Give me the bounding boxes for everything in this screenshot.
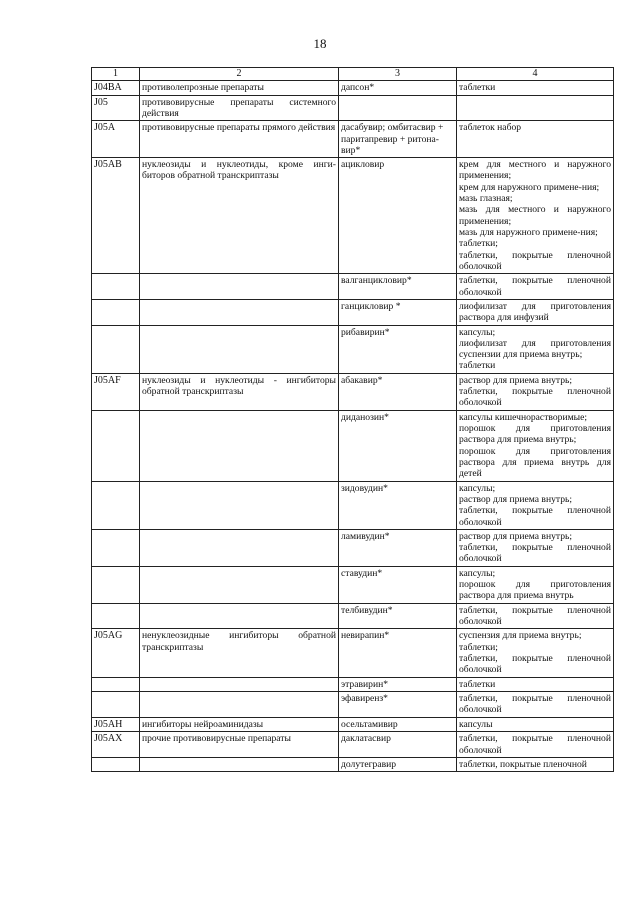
atc-code-cell [92,410,140,481]
table-row [92,80,614,95]
pharmacological-group-cell: ненуклеозидные ингибиторы обратной транскриптазы [140,629,339,677]
pharmacological-group-cell [140,529,339,566]
dosage-form-cell [457,717,614,732]
table-row [92,529,614,566]
dosage-form-item: таблетки, покрытые пленочной [459,758,587,770]
dosage-form-cell [457,732,614,758]
pharmacological-group-cell [140,691,339,717]
dosage-form-item: капсулы; [459,326,496,338]
table-row [92,158,614,274]
atc-code-cell: J05AH [92,717,140,732]
dosage-form-item: таблетки [459,360,496,372]
drug-name-cell: даклатасвир [339,732,457,758]
column-header: 3 [339,68,457,81]
dosage-form-cell [457,529,614,566]
dosage-form-item: лиофилизат для приготовления раствора для инфузий [459,300,611,324]
pharmacological-group-cell [140,481,339,529]
atc-code-cell [92,529,140,566]
drug-name-cell: ставудин* [339,566,457,603]
dosage-form-item: крем для местного и наружного применения; [459,159,611,182]
dosage-form-item: таблетки, покрытые пленочной оболочкой [459,542,611,565]
table-row [92,566,614,603]
pharmacological-group-cell [140,410,339,481]
dosage-form-item: мазь для наружного примене-ния; [459,227,598,239]
atc-code-cell [92,299,140,325]
table-row [92,757,614,771]
dosage-form-cell [457,299,614,325]
pharmacological-group-cell [140,325,339,373]
dosage-form-item: таблетки, покрытые пленочной оболочкой [459,249,611,272]
dosage-form-cell [457,373,614,410]
dosage-form-item: таблетки, покрытые пленочной оболочкой [459,386,611,409]
table-row [92,410,614,481]
dosage-form-item: мазь для местного и наружного применения; [459,204,611,227]
dosage-form-item: лиофилизат для приготовления суспензии для приема внутрь; [459,337,611,361]
pharmacological-group-cell: нуклеозиды и нуклеотиды - ингибиторы обратной транскриптазы [140,373,339,410]
pharmacological-group-cell: противовирусные препараты системного действия [140,95,339,121]
dosage-form-cell [457,410,614,481]
dosage-form-cell [457,121,614,158]
drug-name-cell: диданозин* [339,410,457,481]
atc-code-cell [92,691,140,717]
table-row [92,629,614,677]
column-header: 1 [92,68,140,81]
atc-code-cell [92,603,140,629]
dosage-form-item: мазь глазная; [459,193,513,205]
drug-name-cell: ацикловир [339,158,457,274]
table-row [92,325,614,373]
drug-name-cell: ганцикловир * [339,299,457,325]
dosage-form-item: капсулы кишечнорастворимые; [459,411,588,423]
atc-code-cell [92,677,140,691]
dosage-form-item: таблетки, покрытые пленочной оболочкой [459,733,611,756]
dosage-form-cell [457,274,614,300]
pharmacological-group-cell [140,757,339,771]
dosage-form-item: таблетки, покрытые пленочной оболочкой [459,692,611,716]
atc-code-cell: J04BA [92,80,140,95]
dosage-form-cell [457,80,614,95]
table-row [92,717,614,732]
dosage-form-item: таблетки [459,81,496,93]
atc-code-cell [92,481,140,529]
atc-code-cell: J05AF [92,373,140,410]
table-body [92,80,614,771]
dosage-form-item: таблетки, покрытые пленочной оболочкой [459,604,611,628]
page-number: 18 [313,36,327,51]
dosage-form-item: таблетки [459,678,496,690]
drug-name-cell: осельтамивир [339,717,457,732]
pharmacological-group-cell: нуклеозиды и нуклеотиды, кроме инги-биторов обратной транскриптазы [140,158,339,274]
drug-name-cell: долутегравир [339,757,457,771]
pharmacological-group-cell: прочие противовирусные препараты [140,732,339,758]
table-row [92,373,614,410]
dosage-form-cell [457,325,614,373]
atc-code-cell: J05AX [92,732,140,758]
table-row [92,274,614,300]
table-row [92,732,614,758]
dosage-form-cell [457,691,614,717]
table-row [92,299,614,325]
dosage-form-item: суспензия для приема внутрь; [459,630,582,642]
dosage-form-item: капсулы [459,718,493,730]
dosage-form-item: крем для наружного примене-ния; [459,181,600,193]
pharmacological-group-cell [140,274,339,300]
dosage-form-item: раствор для приема внутрь; [459,374,573,386]
dosage-form-item: таблетки, покрытые пленочной оболочкой [459,505,611,528]
dosage-form-item: капсулы; [459,482,496,494]
column-header: 4 [457,68,614,81]
drug-name-cell: зидовудин* [339,481,457,529]
atc-code-cell: J05AG [92,629,140,677]
dosage-form-item: порошок для приготовления раствора для приема внутрь для детей [459,445,611,480]
dosage-form-item: раствор для приема внутрь; [459,530,573,542]
dosage-form-item: капсулы; [459,567,496,579]
dosage-form-item: таблеток набор [459,122,522,134]
pharmacological-group-cell: противолепрозные препараты [140,80,339,95]
drug-name-cell: этравирин* [339,677,457,691]
pharmacological-group-cell [140,603,339,629]
pharmacological-group-cell [140,299,339,325]
drug-name-cell: невирапин* [339,629,457,677]
atc-code-cell [92,325,140,373]
dosage-form-cell [457,566,614,603]
table-row [92,677,614,691]
dosage-form-cell [457,603,614,629]
atc-code-cell: J05A [92,121,140,158]
atc-code-cell [92,757,140,771]
dosage-form-item: таблетки, покрытые пленочной оболочкой [459,652,611,676]
dosage-form-item: таблетки; [459,641,498,653]
table-row [92,603,614,629]
pharmacological-group-cell: противовирусные препараты прямого действия [140,121,339,158]
drug-name-cell: дасабувир; омбитасвир + паритапревир + ритона-вир* [339,121,457,158]
drug-name-cell: телбивудин* [339,603,457,629]
drug-name-cell [339,95,457,121]
table-row [92,121,614,158]
drug-name-cell: эфавиренз* [339,691,457,717]
drug-name-cell: ламивудин* [339,529,457,566]
dosage-form-cell [457,677,614,691]
drug-name-cell: абакавир* [339,373,457,410]
dosage-form-item: порошок для приготовления раствора для приема внутрь [459,579,611,602]
atc-code-cell [92,566,140,603]
column-header-row [92,68,614,81]
drug-name-cell: дапсон* [339,80,457,95]
dosage-form-cell [457,95,614,121]
dosage-form-item: раствор для приема внутрь; [459,493,573,505]
dosage-form-cell [457,481,614,529]
dosage-form-item: таблетки; [459,238,498,250]
pharmacological-group-cell [140,566,339,603]
drug-name-cell: рибавирин* [339,325,457,373]
atc-code-cell: J05AB [92,158,140,274]
table-row [92,481,614,529]
dosage-form-cell [457,757,614,771]
drug-table [91,67,614,772]
dosage-form-item: таблетки, покрытые пленочной оболочкой [459,275,611,298]
atc-code-cell: J05 [92,95,140,121]
dosage-form-cell [457,158,614,274]
dosage-form-item: порошок для приготовления раствора для приема внутрь; [459,423,611,446]
atc-code-cell [92,274,140,300]
column-header: 2 [140,68,339,81]
drug-name-cell: валганцикловир* [339,274,457,300]
dosage-form-cell [457,629,614,677]
pharmacological-group-cell [140,677,339,691]
table-row [92,691,614,717]
table-row [92,95,614,121]
pharmacological-group-cell: ингибиторы нейроаминидазы [140,717,339,732]
